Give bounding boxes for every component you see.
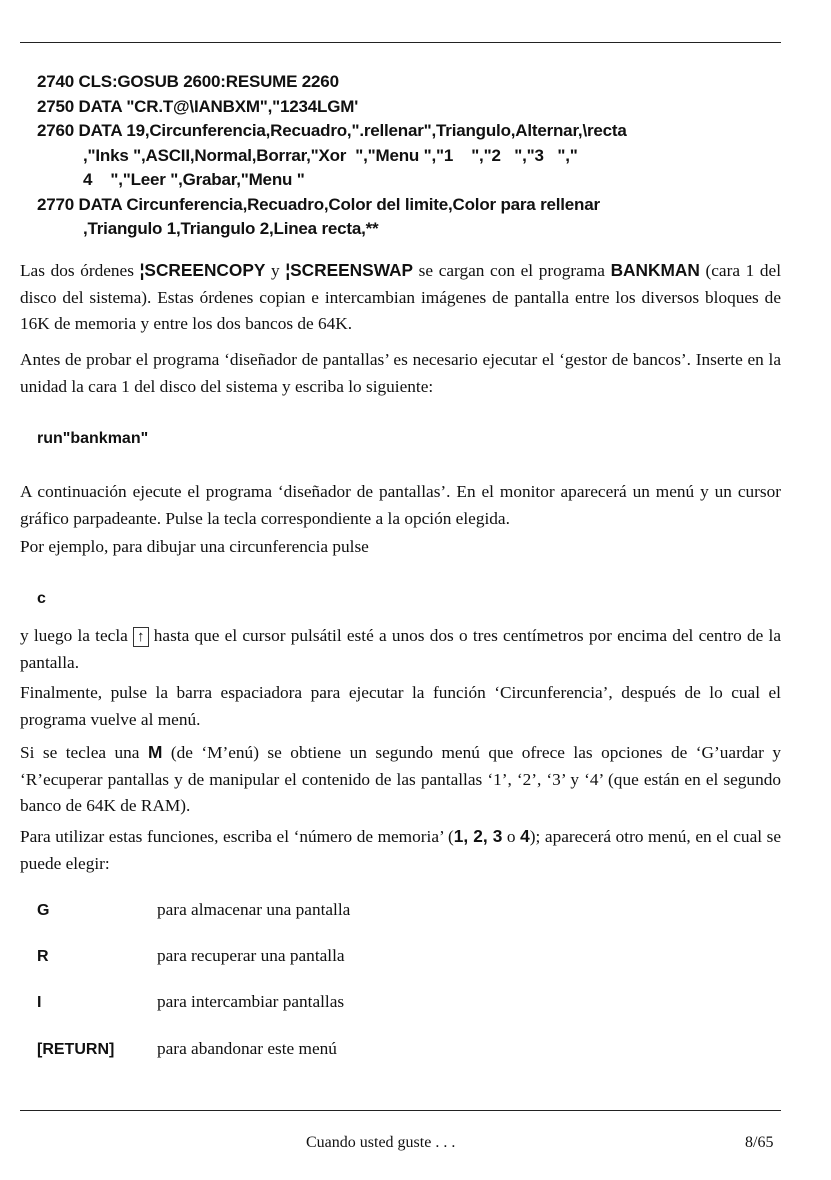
code-line: 2750 DATA "CR.T@\IANBXM","1234LGM' xyxy=(37,96,359,116)
text-segment: se cargan con el programa xyxy=(413,261,611,280)
text-segment: (cara 1 del disco del sistema). Estas órdenes copian e intercambian imágenes de pantalla entre los diversos bloques de 16K de memoria y entre los dos bancos de 64K. xyxy=(20,261,782,333)
option-desc: para intercambiar pantallas xyxy=(157,992,345,1011)
text-segment: hasta que el cursor pulsátil esté a unos dos o tres centímetros por encima del centro de la pantalla. xyxy=(20,626,781,672)
text-segment: 4 xyxy=(520,826,530,846)
page-number: 8/65 xyxy=(745,1134,774,1151)
option-key: [RETURN] xyxy=(37,1041,115,1058)
text-segment: BANKMAN xyxy=(610,260,700,280)
text-segment: Si se teclea una xyxy=(20,743,148,762)
text-segment: (de ‘M’enú) se obtiene un segundo menú que ofrece las opciones de ‘G’uardar y ‘R’ecuperar pantallas y de manipular el contenido de las pantallas ‘1’, ‘2’, ‘3’ y ‘4’ (que están en el segundo banco de 64K de RAM). xyxy=(20,743,781,815)
paragraph xyxy=(20,534,781,561)
paragraph xyxy=(20,680,781,733)
command-c: c xyxy=(37,590,46,607)
code-line: ,"Inks ",ASCII,Normal,Borrar,"Xor ","Menu ","1 ","2 ","3 "," xyxy=(83,145,578,165)
paragraph xyxy=(20,623,781,676)
text-segment: Por ejemplo, para dibujar una circunferencia pulse xyxy=(20,537,369,556)
text-segment: Para utilizar estas funciones, escriba el ‘número de memoria’ ( xyxy=(20,827,454,846)
text-segment: M xyxy=(147,742,163,762)
paragraph xyxy=(20,257,781,338)
footer-title: Cuando usted guste . . . xyxy=(306,1134,456,1151)
option-key: R xyxy=(37,948,49,965)
option-row xyxy=(37,992,344,1012)
arrow-up-key-icon: ↑ xyxy=(133,627,149,647)
code-line: 2760 DATA 19,Circunferencia,Recuadro,".rellenar",Triangulo,Alternar,\recta xyxy=(37,121,627,140)
footer-rule xyxy=(20,1110,781,1111)
option-row xyxy=(37,1039,337,1059)
option-key: G xyxy=(37,902,50,919)
option-desc: para recuperar una pantalla xyxy=(157,946,345,965)
command-bankman: run"bankman" xyxy=(37,430,149,447)
option-key: I xyxy=(37,994,42,1011)
text-segment: Antes de probar el programa ‘diseñador de pantallas’ es necesario ejecutar el ‘gestor de bancos’. Inserte en la unidad la cara 1 del disco del sistema y escriba lo siguiente: xyxy=(20,350,781,396)
paragraph xyxy=(20,347,781,400)
text-segment: o xyxy=(502,827,521,846)
paragraph xyxy=(20,823,781,877)
text-segment: ¦SCREENSWAP xyxy=(285,260,414,280)
text-segment: y xyxy=(265,261,286,280)
header-rule xyxy=(20,42,781,43)
option-row xyxy=(37,946,345,966)
paragraph xyxy=(20,739,781,820)
text-segment: A continuación ejecute el programa ‘diseñador de pantallas’. En el monitor aparecerá un menú y un cursor gráfico parpadeante. Pulse la tecla correspondiente a la opción elegida. xyxy=(20,482,781,528)
code-line: 2770 DATA Circunferencia,Recuadro,Color del limite,Color para rellenar xyxy=(37,194,600,214)
code-line: ,Triangulo 1,Triangulo 2,Linea recta,** xyxy=(83,219,379,238)
text-segment: ¦SCREENCOPY xyxy=(139,260,266,280)
option-row xyxy=(37,900,350,920)
text-segment: 1, 2, 3 xyxy=(453,826,503,846)
paragraph xyxy=(20,479,781,532)
code-line: 4 ","Leer ",Grabar,"Menu " xyxy=(83,170,305,189)
text-segment: Finalmente, pulse la barra espaciadora para ejecutar la función ‘Circunferencia’, después de lo cual el programa vuelve al menú. xyxy=(20,683,781,729)
text-segment: y luego la tecla xyxy=(20,626,134,645)
option-desc: para abandonar este menú xyxy=(157,1039,337,1058)
text-segment: ); aparecerá otro menú, en el cual se puede elegir: xyxy=(20,827,782,873)
code-line: 2740 CLS:GOSUB 2600:RESUME 2260 xyxy=(37,72,339,91)
basic-code-listing xyxy=(37,70,797,242)
text-segment: Las dos órdenes xyxy=(20,261,140,280)
option-desc: para almacenar una pantalla xyxy=(157,900,351,919)
